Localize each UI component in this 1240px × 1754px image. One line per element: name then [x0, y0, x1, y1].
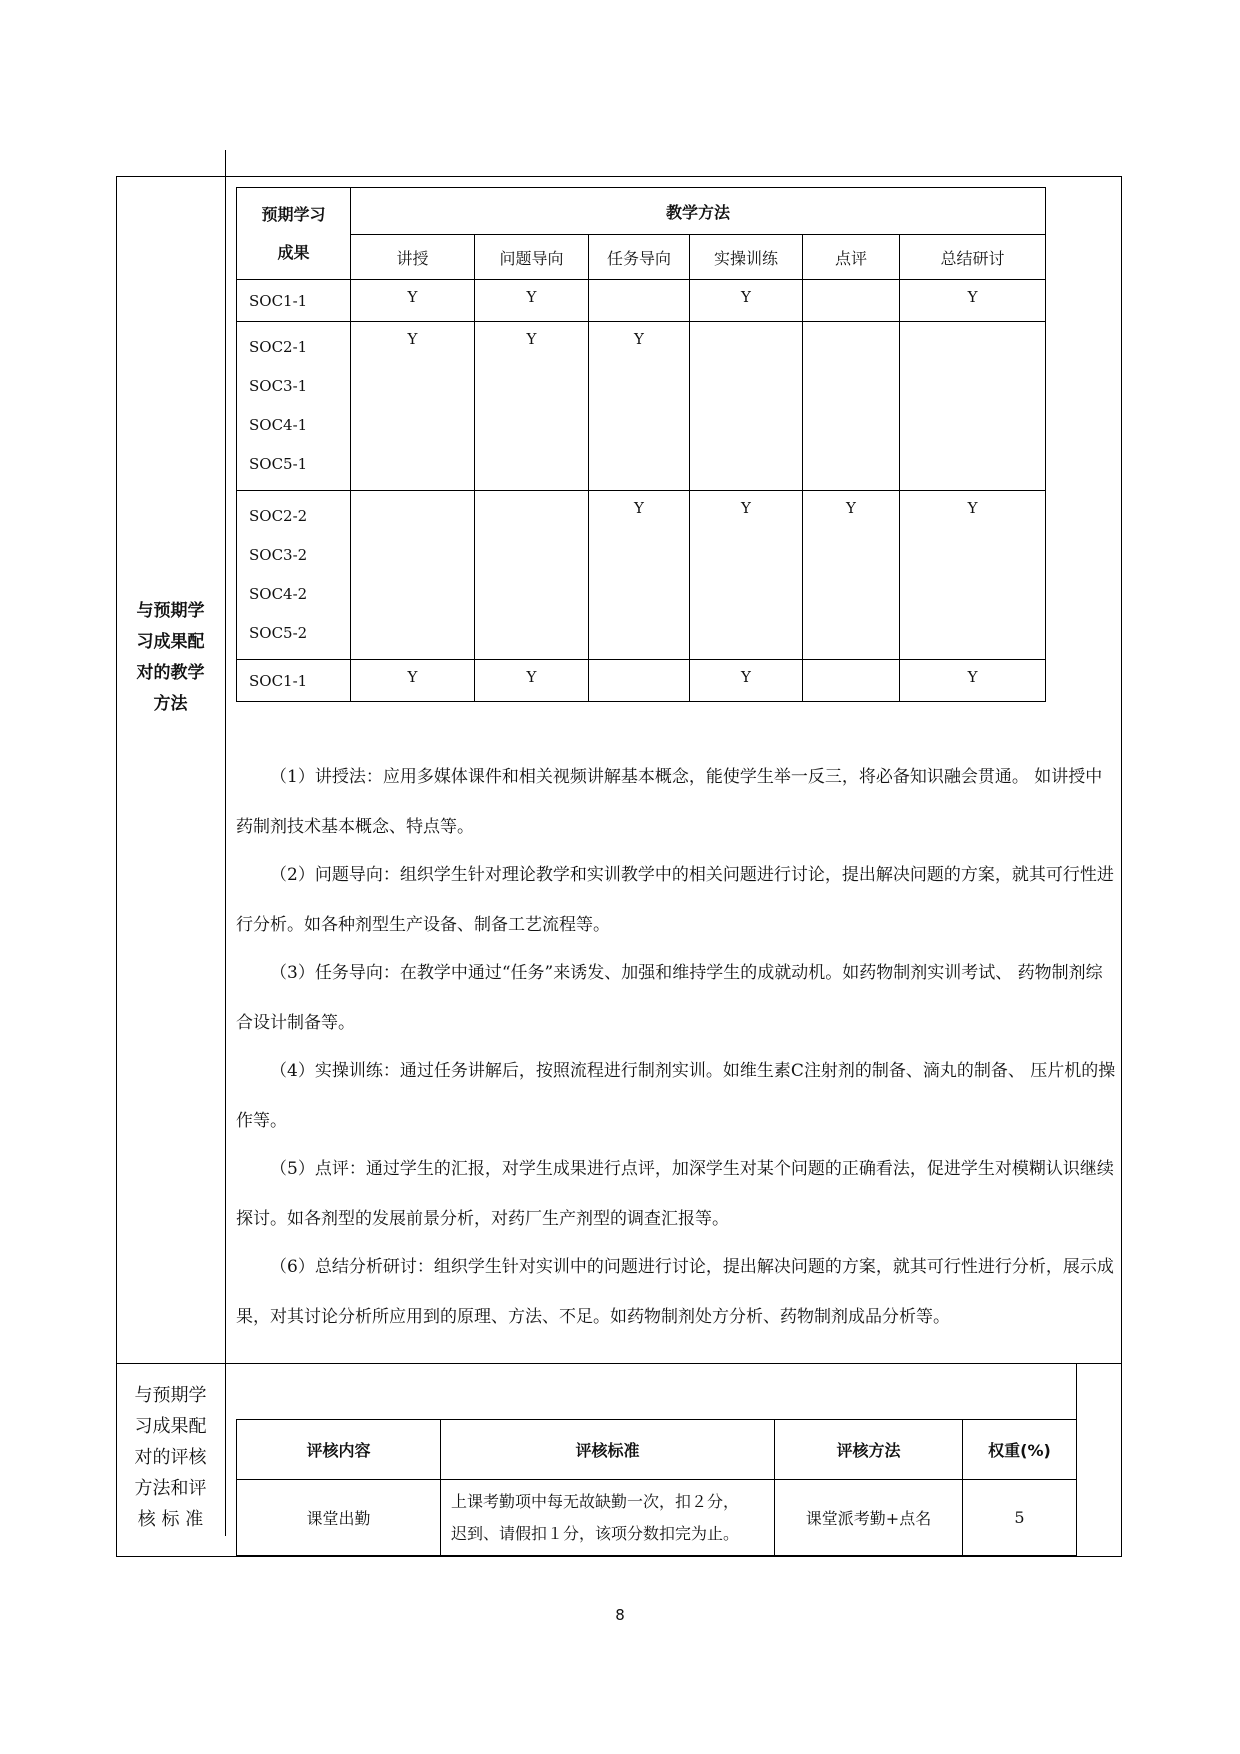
outcome-code: SOC1-1: [249, 671, 308, 690]
mark-cell: Y: [589, 322, 690, 491]
assessment-label-line: 核 标 准: [137, 1509, 204, 1530]
mark-cell: [475, 491, 589, 660]
methods-label-line: 对的教学: [136, 663, 205, 683]
outcome-code: SOC5-1: [249, 455, 308, 473]
outcome-code: SOC1-1: [249, 291, 308, 310]
outcome-cell: [237, 491, 351, 660]
assessment-header-standard: 评核标准: [441, 1420, 775, 1480]
outcome-code: SOC5-2: [249, 624, 308, 642]
mark-cell: Y: [475, 280, 589, 322]
outcome-code: SOC2-1: [249, 338, 308, 356]
outcome-code: SOC2-2: [249, 507, 308, 525]
assessment-header-content: 评核内容: [237, 1420, 441, 1480]
method-header-problem-oriented: 问题导向: [475, 235, 589, 280]
assessment-label-line: 对的评核: [134, 1447, 207, 1468]
method-header-summary-discussion: 总结研讨: [900, 235, 1046, 280]
frame-right-border: [1121, 176, 1122, 1557]
mark-cell: Y: [900, 280, 1046, 322]
mark-cell: Y: [690, 491, 803, 660]
outcome-header-line: 成果: [277, 242, 310, 262]
methods-section-label: [116, 596, 225, 720]
outcome-code: SOC4-1: [249, 416, 308, 434]
assessment-table: [236, 1419, 1077, 1556]
outcome-code: SOC3-2: [249, 546, 308, 564]
page-number: 8: [615, 1606, 625, 1624]
methods-label-line: 习成果配: [136, 632, 205, 652]
method-description-lecture: （1）讲授法：应用多媒体课件和相关视频讲解基本概念，能使学生举一反三，将必备知识融会贯通。 如讲授中药制剂技术基本概念、特点等。: [236, 767, 1103, 837]
mark-cell: [803, 660, 900, 702]
mark-cell: [690, 322, 803, 491]
methods-mapping-table: [236, 187, 1046, 702]
mark-cell: Y: [351, 322, 475, 491]
outcome-header-line: 预期学习: [261, 204, 326, 224]
method-description-practical-training: （4）实操训练：通过任务讲解后，按照流程进行制剂实训。如维生素C注射剂的制备、滴丸的制备、 压片机的操作等。: [236, 1061, 1116, 1131]
methods-header: 教学方法: [351, 188, 1046, 235]
frame-label-divider: [225, 176, 226, 1536]
mark-cell: [803, 280, 900, 322]
mark-cell: Y: [690, 660, 803, 702]
mark-cell: [900, 322, 1046, 491]
assessment-section-label: [116, 1380, 225, 1535]
table-row: [237, 660, 1046, 702]
mark-cell: Y: [475, 322, 589, 491]
table-row: [237, 280, 1046, 322]
table-row: [237, 322, 1046, 491]
mark-cell: Y: [475, 660, 589, 702]
method-description-review: （5）点评：通过学生的汇报，对学生成果进行点评，加深学生对某个问题的正确看法，促进学生对模糊认识继续探讨。如各剂型的发展前景分析，对药厂生产剂型的调查汇报等。: [236, 1159, 1114, 1229]
assessment-label-line: 习成果配: [134, 1416, 207, 1437]
mark-cell: [589, 660, 690, 702]
assessment-weight-cell: 5: [963, 1480, 1077, 1556]
outcome-cell: [237, 322, 351, 491]
outcome-code: SOC3-1: [249, 377, 308, 395]
mark-cell: Y: [589, 491, 690, 660]
frame-bottom-border: [116, 1556, 1121, 1557]
frame-top-border: [116, 176, 1121, 177]
method-description-summary: （6）总结分析研讨：组织学生针对实训中的问题进行讨论，提出解决问题的方案，就其可行性进行分析，展示成果，对其讨论分析所应用到的原理、方法、不足。如药物制剂处方分析、药物制剂成品分析等。: [236, 1257, 1114, 1327]
methods-label-line: 与预期学: [136, 601, 205, 621]
assessment-label-line: 与预期学: [134, 1385, 207, 1406]
assessment-header-weight: 权重(%): [963, 1420, 1077, 1480]
method-header-task-oriented: 任务导向: [589, 235, 690, 280]
mark-cell: Y: [351, 280, 475, 322]
assessment-method-cell: 课堂派考勤+点名: [775, 1480, 963, 1556]
mark-cell: Y: [803, 491, 900, 660]
methods-label-line: 方法: [153, 694, 188, 714]
outcome-code: SOC4-2: [249, 585, 308, 603]
method-header-lecture: 讲授: [351, 235, 475, 280]
method-header-review: 点评: [803, 235, 900, 280]
frame-left-border: [116, 176, 117, 1557]
mark-cell: [589, 280, 690, 322]
assessment-standard-line: 迟到、请假扣１分，该项分数扣完为止。: [451, 1523, 740, 1543]
outcome-cell: [237, 280, 351, 322]
mark-cell: Y: [900, 491, 1046, 660]
table-row: [237, 491, 1046, 660]
assessment-header-method: 评核方法: [775, 1420, 963, 1480]
mark-cell: Y: [351, 660, 475, 702]
mark-cell: Y: [690, 280, 803, 322]
frame-section-divider: [116, 1363, 1121, 1364]
table-row: [237, 1480, 1077, 1556]
outcome-cell: [237, 660, 351, 702]
assessment-label-line: 方法和评: [134, 1478, 207, 1499]
outcome-header-cell: [237, 188, 351, 280]
assessment-content-cell: 课堂出勤: [237, 1480, 441, 1556]
assessment-standard-line: 上课考勤项中每无故缺勤一次，扣２分，: [451, 1491, 740, 1511]
method-description-problem-oriented: （2）问题导向：组织学生针对理论教学和实训教学中的相关问题进行讨论，提出解决问题的方案，就其可行性进行分析。如各种剂型生产设备、制备工艺流程等。: [236, 865, 1114, 935]
method-description-task-oriented: （3）任务导向：在教学中通过“任务”来诱发、加强和维持学生的成就动机。如药物制剂实训考试、 药物制剂综合设计制备等。: [236, 963, 1103, 1033]
mark-cell: [803, 322, 900, 491]
mark-cell: [351, 491, 475, 660]
frame-top-stub: [225, 150, 226, 177]
mark-cell: Y: [900, 660, 1046, 702]
assessment-standard-cell: [441, 1480, 775, 1556]
method-header-practical-training: 实操训练: [690, 235, 803, 280]
